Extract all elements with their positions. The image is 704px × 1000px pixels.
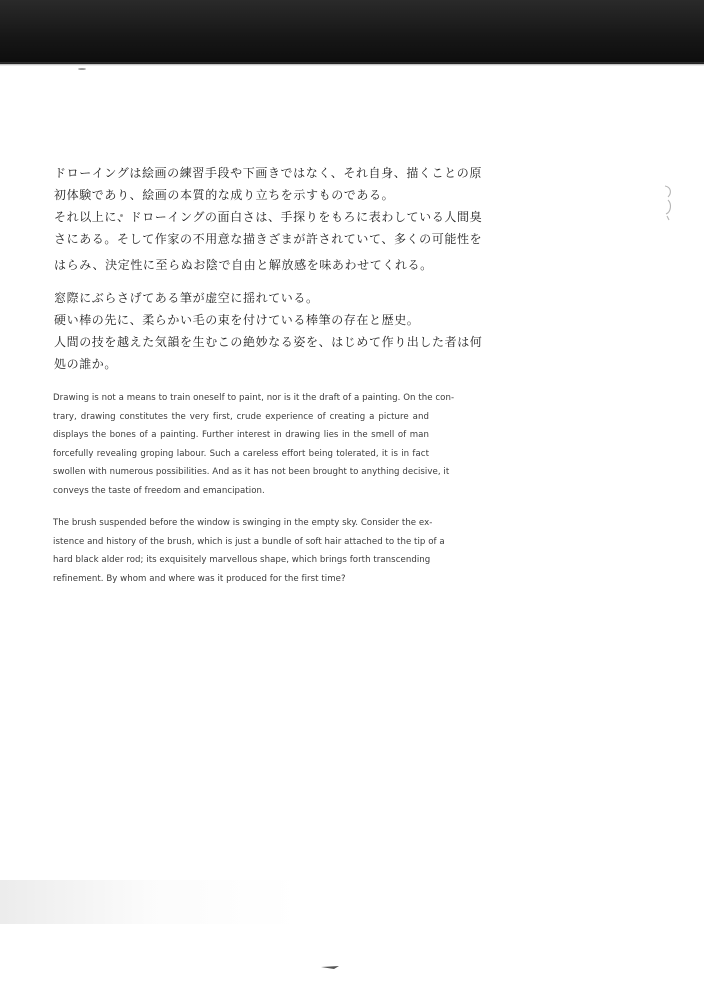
english-line: trary, drawing constitutes the very first, crude experience of creating a picture and: [53, 411, 429, 422]
english-line: forcefully revealing groping labour. Such a careless effort being tolerated, it is in fact: [53, 448, 429, 459]
english-line: The brush suspended before the window is swinging in the empty sky. Consider the ex-: [53, 518, 433, 528]
japanese-paragraph-1: [54, 162, 483, 276]
english-line: hard black alder rod; its exquisitely marvellous shape, which brings forth transcending: [53, 555, 431, 566]
english-line: swollen with numerous possibilities. And as it has not been brought to anything decisive, it: [53, 467, 450, 478]
scan-smudge-mark: [320, 963, 340, 971]
scan-speck: [78, 68, 86, 70]
scan-smudge: [0, 880, 300, 924]
japanese-line: ドローイングは絵画の練習手段や下画きではなく、それ自身、描くことの原: [54, 166, 482, 180]
japanese-paragraph-2: [54, 287, 483, 375]
japanese-line: さにある。そして作家の不用意な描きざまが許されていて、多くの可能性を: [54, 232, 483, 246]
english-line: conveys the taste of freedom and emancipation.: [53, 485, 265, 496]
japanese-line: それ以上に、ドローイングの面白さは、手探りをもろに表わしている人間臭: [54, 210, 483, 224]
english-line: refinement. By whom and where was it produced for the first time?: [53, 573, 346, 584]
japanese-line: 人間の技を越えた気韻を生むこの絶妙なる姿を、はじめて作り出した者は何: [54, 335, 483, 349]
japanese-line: 処の誰か。: [54, 357, 118, 371]
japanese-line: 初体験であり、絵画の本質的な成り立ちを示すものである。: [54, 188, 395, 202]
english-paragraph-1: [53, 389, 455, 501]
scan-dark-top-band: [0, 0, 704, 64]
japanese-line: はらみ、決定性に至らぬお陰で自由と解放感を味あわせてくれる。: [54, 258, 433, 272]
english-line: displays the bones of a painting. Further interest in drawing lies in the smell of man: [53, 430, 429, 441]
english-paragraph-2: [53, 514, 445, 588]
japanese-line: 窓際にぶらさげてある筆が虚空に揺れている。: [54, 291, 319, 305]
english-line: istence and history of the brush, which is just a bundle of soft hair attached to the tip of a: [53, 536, 445, 547]
margin-pencil-mark: [662, 184, 674, 222]
scan-band-edge: [0, 62, 704, 66]
japanese-line: 硬い棒の先に、柔らかい毛の束を付けている棒筆の存在と歴史。: [54, 313, 420, 327]
english-line: Drawing is not a means to train oneself to paint, nor is it the draft of a painting. On the con-: [53, 393, 455, 403]
